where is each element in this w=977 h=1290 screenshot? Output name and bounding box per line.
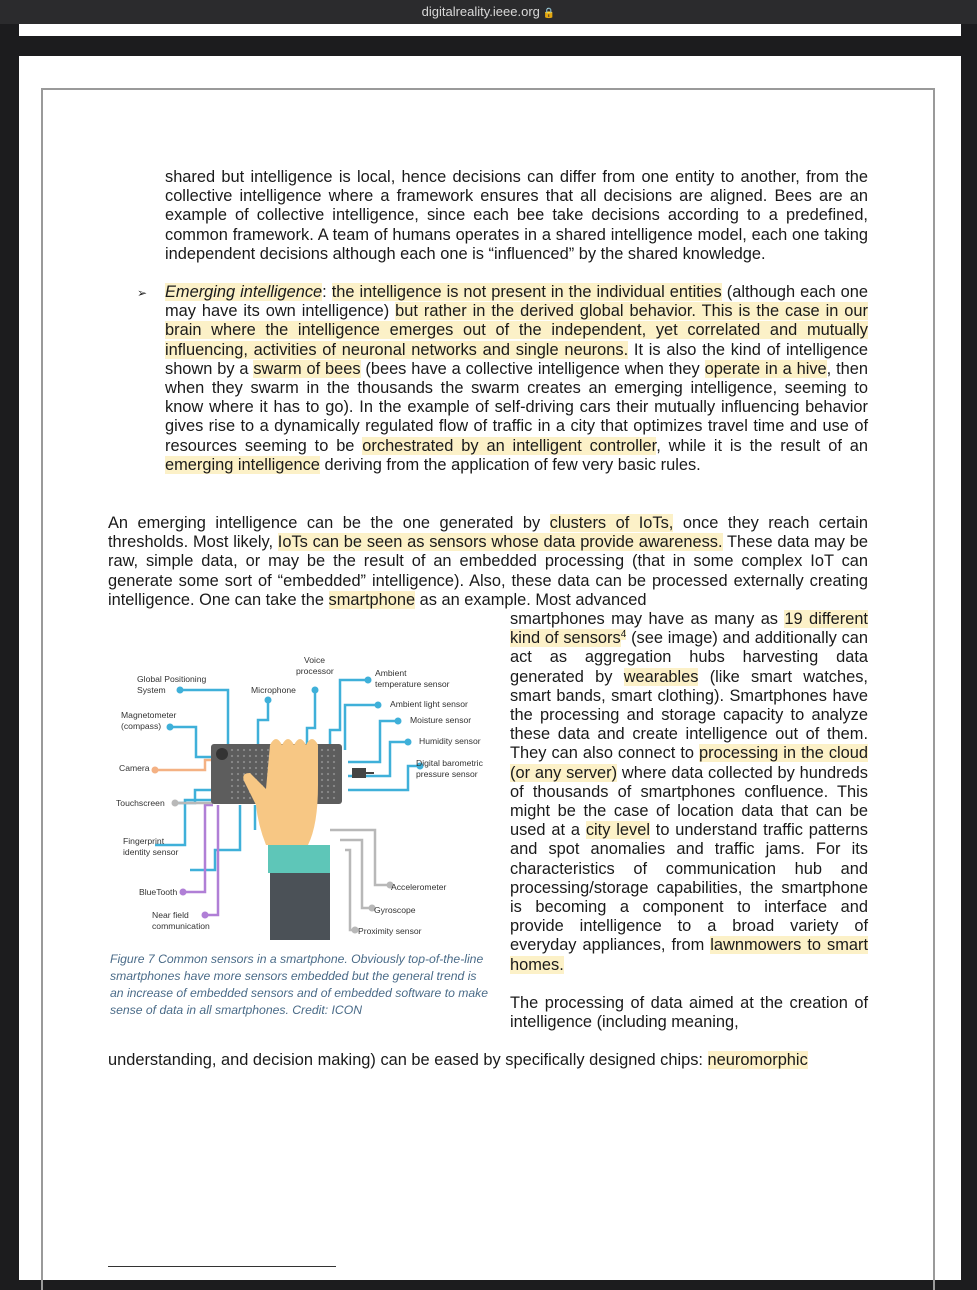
phone-grid-dot	[321, 749, 323, 751]
label-voice-processor: Voice	[304, 655, 326, 665]
phone-grid-dot	[237, 749, 239, 751]
phone-grid-dot	[237, 761, 239, 763]
phone-grid-dot	[267, 755, 269, 757]
phone-grid-dot	[237, 779, 239, 781]
phone-grid-dot	[237, 791, 239, 793]
label-gyroscope: Gyroscope	[374, 905, 416, 915]
phone-grid-dot	[267, 749, 269, 751]
phone-grid-dot	[327, 779, 329, 781]
label-accelerometer: Accelerometer	[391, 882, 447, 892]
phone-grid-dot	[321, 785, 323, 787]
phone-grid-dot	[231, 755, 233, 757]
phone-grid-dot	[243, 785, 245, 787]
footnote-separator	[108, 1266, 336, 1267]
arrow-bullet-icon: ➢	[137, 286, 148, 300]
phone-grid-dot	[327, 755, 329, 757]
phone-grid-dot	[261, 767, 263, 769]
label-gps: Global Positioning	[137, 674, 207, 684]
phone-grid-dot	[333, 785, 335, 787]
phone-grid-dot	[333, 755, 335, 757]
label-microphone: Microphone	[251, 685, 296, 695]
paragraph-processing-start: The processing of data aimed at the creation of intelligence (including meaning,	[510, 993, 868, 1032]
phone-grid-dot	[321, 779, 323, 781]
phone-grid-dot	[237, 773, 239, 775]
phone-grid-dot	[255, 773, 257, 775]
phone-grid-dot	[249, 755, 251, 757]
svg-text:processor: processor	[296, 666, 334, 676]
phone-grid-dot	[327, 767, 329, 769]
phone-grid-dot	[243, 761, 245, 763]
phone-grid-dot	[333, 749, 335, 751]
paragraph-smartphones: smartphones may have as many as 19 different kind of sensors$^4$ (see image) and additionally can act as aggregation hubs harvesting data generated by wearables (like smart watches, smart bands, smart clothing). Smartphones have the processing and storage capacity to analyze these data and create intelligence out of them. They can also connect to processing in the cloud (or any server) where data collected by hundreds of thousands of smartphones confluence. This might be the case of location data that can be used at a city level to understand traffic patterns and spot anomalies and traffic jams. For its characteristics of communication hub and processing/storage capabilities, the smartphone is becoming a component to interface and provide intelligence to a broad variety of everyday appliances, from lawnmowers to smart homes. The processing of data aimed at the creation of intelligence (including meaning,	[510, 610, 869, 1032]
phone-grid-dot	[327, 773, 329, 775]
lock-icon: 🔒	[542, 8, 556, 19]
phone-grid-dot	[231, 779, 233, 781]
phone-grid-dot	[243, 767, 245, 769]
phone-grid-dot	[231, 773, 233, 775]
phone-grid-dot	[231, 785, 233, 787]
phone-grid-dot	[255, 755, 257, 757]
phone-grid-dot	[321, 761, 323, 763]
phone-grid-dot	[321, 755, 323, 757]
phone-grid-dot	[327, 761, 329, 763]
label-touchscreen: Touchscreen	[116, 798, 165, 808]
smartphone-sensors-figure	[108, 645, 498, 945]
label-barometric: Digital barometric	[416, 758, 483, 768]
phone-grid-dot	[243, 791, 245, 793]
phone-grid-dot	[237, 767, 239, 769]
phone-grid-dot	[255, 761, 257, 763]
phone-grid-dot	[261, 749, 263, 751]
phone-grid-dot	[333, 773, 335, 775]
phone-grid-dot	[231, 791, 233, 793]
phone-grid-dot	[333, 791, 335, 793]
phone-grid-dot	[321, 791, 323, 793]
phone-grid-dot	[231, 797, 233, 799]
svg-text:communication: communication	[152, 921, 210, 931]
phone-grid-dot	[321, 773, 323, 775]
phone-grid-dot	[255, 749, 257, 751]
phone-grid-dot	[333, 779, 335, 781]
phone-grid-dot	[333, 761, 335, 763]
phone-grid-dot	[231, 749, 233, 751]
svg-text:(compass): (compass)	[121, 721, 162, 731]
phone-grid-dot	[231, 767, 233, 769]
figure-caption: Figure 7 Common sensors in a smartphone. Obviously top-of-the-line smartphones have more sensors embedded but the general trend is an increase of embedded sensors and of embedded software to make sense of data in all smartphones. Credit: ICON	[110, 952, 489, 1017]
bullet-emerging-intelligence: Emerging intelligence: the intelligence is not present in the individual entities (although each one may have its own intelligence) but rather in the derived global behavior. This is the case in our brain where the intelligence emerges out of the independent, yet correlated and mutually influencing, activities of neuronal networks and single neurons. It is also the kind of intelligence shown by a swarm of bees (bees have a collective intelligence when they operate in a hive, then when they swarm in the thousands the swarm creates an emerging intelligence, seeming to know where it has to go). In the example of self-driving cars their mutually influencing behavior gives rise to a dynamically regulated flow of traffic in a city that optimizes travel time and use of resources seeming to be orchestrated by an intelligent controller, while it is the result of an emerging intelligence deriving from the application of few very basic rules.	[165, 283, 869, 474]
label-humidity: Humidity sensor	[419, 736, 481, 746]
label-ambient-temperature: Ambient	[375, 668, 407, 678]
phone-grid-dot	[249, 767, 251, 769]
label-camera: Camera	[119, 763, 150, 773]
phone-grid-dot	[261, 773, 263, 775]
url-text: digitalreality.ieee.org	[421, 4, 540, 19]
paragraph-processing-end: understanding, and decision making) can be eased by specifically designed chips: neuromorphic	[108, 1051, 808, 1069]
phone-grid-dot	[249, 761, 251, 763]
phone-grid-dot	[249, 797, 251, 799]
phone-grid-dot	[237, 785, 239, 787]
phone-grid-dot	[243, 797, 245, 799]
phone-grid-dot	[327, 749, 329, 751]
phone-grid-dot	[231, 761, 233, 763]
phone-grid-dot	[321, 767, 323, 769]
label-magnetometer: Magnetometer	[121, 710, 177, 720]
phone-grid-dot	[249, 749, 251, 751]
phone-grid-dot	[333, 797, 335, 799]
phone-grid-dot	[321, 797, 323, 799]
toolbar-strip	[19, 24, 961, 36]
label-fingerprint: Fingerprint	[123, 836, 165, 846]
phone-grid-dot	[333, 767, 335, 769]
phone-grid-dot	[255, 767, 257, 769]
phone-grid-dot	[237, 755, 239, 757]
phone-grid-dot	[327, 797, 329, 799]
phone-grid-dot	[261, 761, 263, 763]
paragraph-collective-intelligence: shared but intelligence is local, hence decisions can differ from one entity to another, from the collective intelligence where a framework ensures that all decisions are aligned. Bees are an example of collective intelligence, since each bee take decisions according to a predefined, common framework. A team of humans operates in a shared intelligence model, each one taking independent decisions although each one is “influenced” by the shared knowledge.	[165, 168, 868, 263]
label-nfc: Near field	[152, 910, 189, 920]
svg-text:identity sensor: identity sensor	[123, 847, 179, 857]
svg-text:System: System	[137, 685, 166, 695]
label-bluetooth: BlueTooth	[139, 887, 178, 897]
phone-grid-dot	[327, 785, 329, 787]
phone-grid-dot	[243, 755, 245, 757]
phone-grid-dot	[261, 755, 263, 757]
phone-grid-dot	[327, 791, 329, 793]
label-proximity: Proximity sensor	[358, 926, 422, 936]
phone-grid-dot	[237, 797, 239, 799]
emerging-intelligence-term: Emerging intelligence	[165, 283, 323, 301]
svg-text:temperature sensor: temperature sensor	[375, 679, 450, 689]
phone-grid-dot	[243, 749, 245, 751]
paragraph-iot-clusters: An emerging intelligence can be the one generated by clusters of IoTs, once they reach certain thresholds. Most likely, IoTs can be seen as sensors whose data provide awareness. These data may be raw, simple data, or may be the result of an embedded processing (that in some complex IoT can generate some sort of “embedded” intelligence). Also, these data can be processed externally creating intelligence. One can take the smartphone as an example. Most advanced	[108, 514, 868, 609]
phone-grid-dot	[261, 779, 263, 781]
label-ambient-light: Ambient light sensor	[390, 699, 468, 709]
svg-text:pressure sensor: pressure sensor	[416, 769, 478, 779]
label-moisture: Moisture sensor	[410, 715, 472, 725]
browser-url-bar[interactable]	[0, 0, 977, 24]
